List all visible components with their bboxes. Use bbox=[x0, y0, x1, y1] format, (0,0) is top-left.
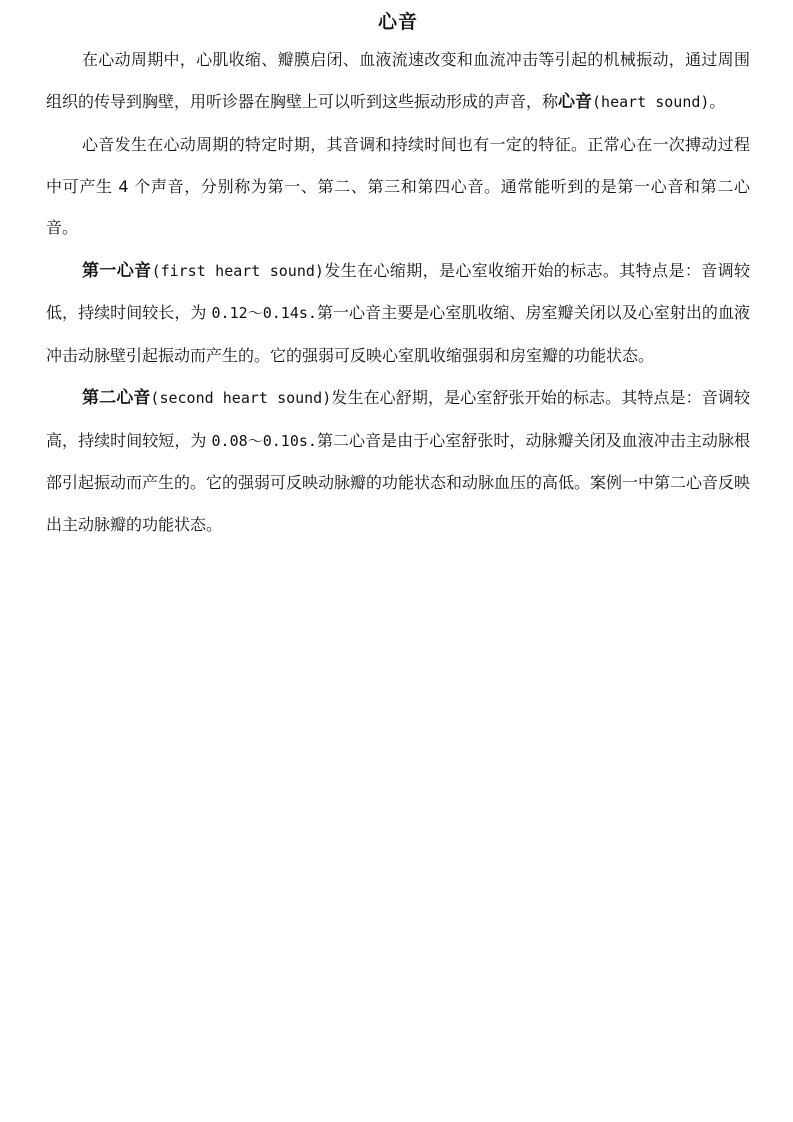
document-title: 心音 bbox=[377, 11, 418, 33]
paragraph-text: 发生在心舒期，是心室舒张开始的标志。其特点是：音调较高，持续时间较短，为 bbox=[46, 388, 750, 450]
paragraph-first-heart-sound bbox=[46, 250, 750, 377]
paragraph-text: 。 bbox=[709, 91, 726, 111]
paragraph-text: 心音发生在心动周期的特定时期，其音调和持续时间也有一定的特征。正常心在一次搏动过程中可产生 4 个声音，分别称为第一、第二、第三和第四心音。通常能听到的是第一心音和第二心音。 bbox=[46, 135, 750, 237]
paragraph-text: 在心动周期中，心肌收缩、瓣膜启闭、血液流速改变和血流冲击等引起的机械振动，通过周围组织的传导到胸壁，用听诊器在胸壁上可以听到这些振动形成的声音，称 bbox=[46, 50, 750, 111]
term-second-heart-sound: 第二心音 bbox=[82, 388, 151, 408]
term-first-heart-sound: 第一心音 bbox=[82, 260, 152, 281]
term-english: (heart sound) bbox=[592, 92, 710, 111]
paragraph-overview bbox=[46, 124, 750, 249]
paragraph-definition bbox=[46, 39, 750, 123]
term-english: (second heart sound) bbox=[150, 389, 332, 407]
term-english: (first heart sound) bbox=[151, 261, 324, 280]
duration-range: 0.12～0.14s. bbox=[211, 304, 317, 322]
duration-range: 0.08～0.10s. bbox=[211, 431, 317, 450]
term-heart-sound: 心音 bbox=[558, 91, 593, 112]
document-page bbox=[46, 0, 750, 545]
paragraph-text: 第二心音是由于心室舒张时，动脉瓣关闭及血液冲击主动脉根部引起振动而产生的。它的强弱可反映动脉瓣的功能状态和动脉血压的高低。案例一中第二心音反映出主动脉瓣的功能状态。 bbox=[46, 430, 751, 534]
paragraph-text: 发生在心缩期，是心室收缩开始的标志。其特点是：音调较低，持续时间较长，为 bbox=[46, 260, 750, 322]
paragraph-text: 第一心音主要是心室肌收缩、房室瓣关闭以及心室射出的血液冲击动脉壁引起振动而产生的。它的强弱可反映心室肌收缩强弱和房室瓣的功能状态。 bbox=[46, 303, 750, 365]
paragraph-second-heart-sound bbox=[46, 377, 750, 545]
